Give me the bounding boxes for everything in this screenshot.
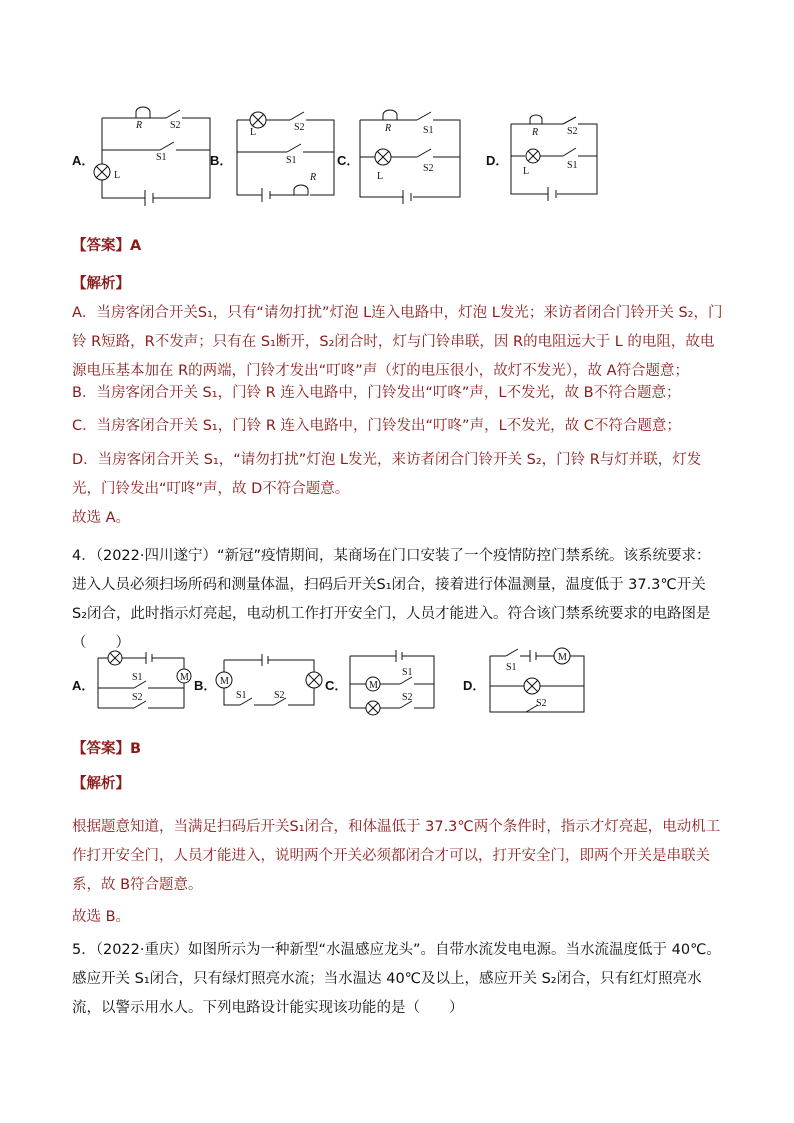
- svg-text:R: R: [385, 123, 392, 134]
- svg-text:S2: S2: [402, 692, 413, 703]
- q3-analysis-tag: 【解析】: [72, 276, 130, 292]
- svg-text:M: M: [558, 652, 567, 663]
- q3-conclusion: 故选 A。: [72, 510, 131, 526]
- q3-option-c-label: C．: [337, 153, 360, 168]
- svg-text:S2: S2: [132, 692, 143, 703]
- svg-text:L: L: [114, 170, 121, 181]
- svg-text:R: R: [532, 127, 539, 138]
- svg-text:S2: S2: [294, 122, 305, 133]
- q3-option-b-label: B．: [210, 153, 233, 168]
- q4-stem: 4．（2022·四川遂宁）“新冠”疫情期间，某商场在门口安装了一个疫情防控门禁系统。该系统要求：进入人员必须扫场所码和测量体温，扫码后开关S₁闭合，接着进行体温测量，温度低于 37.3℃开关 S₂闭合，此时指示灯亮起，电动机工作打开安全门，人员才能进入。符合该门禁系统要求的电路图是（ ）: [72, 548, 711, 651]
- q3-circuit-b: [232, 105, 342, 203]
- q3-option-a-label: A．: [72, 153, 95, 168]
- svg-text:S2: S2: [567, 126, 578, 137]
- svg-text:S1: S1: [156, 152, 167, 163]
- q4-analysis: 根据题意知道，当满足扫码后开关S₁闭合，和体温低于 37.3℃两个条件时，指示才灯亮起，电动机工作打开安全门，人员才能进入，说明两个开关必须都闭合才可以，打开安全门，即两个开关是串联关系，故 B符合题意。: [72, 819, 721, 893]
- svg-text:S2: S2: [536, 698, 547, 709]
- svg-text:L: L: [523, 166, 530, 177]
- svg-text:S1: S1: [132, 672, 143, 683]
- q3-circuit-d: [505, 112, 605, 202]
- q4-conclusion: 故选 B。: [72, 909, 131, 925]
- q3-option-d-label: D．: [486, 153, 509, 168]
- svg-text:R: R: [136, 120, 143, 131]
- svg-text:S2: S2: [170, 120, 181, 131]
- q4-circuit-d: [486, 646, 588, 716]
- q4-circuit-a: [92, 648, 198, 714]
- q3-analysis-c: C．当房客闭合开关 S₁，门铃 R 连入电路中，门铃发出“叮咚”声，L不发光，故 C不符合题意；: [72, 418, 681, 434]
- q3-analysis-d: D．当房客闭合开关 S₁，“请勿打扰”灯泡 L发光，来访者闭合门铃开关 S₂，门铃 R与灯并联，灯发光，门铃发出“叮咚”声，故 D不符合题意。: [72, 452, 702, 497]
- q3-answer-tag: 【答案】A: [72, 238, 142, 254]
- svg-text:S1: S1: [423, 125, 434, 136]
- q4-analysis-tag: 【解析】: [72, 776, 130, 792]
- svg-text:M: M: [220, 676, 229, 687]
- q3-analysis-a: A．当房客闭合开关S₁，只有“请勿打扰”灯泡 L连入电路中，灯泡 L发光；来访者闭合门铃开关 S₂，门铃 R短路，R不发声；只有在 S₁断开，S₂闭合时，灯与门铃串联，因 R的电阻远大于 L 的电阻，故电源电压基本加在 R的两端，门铃才发出“叮咚”声（灯的电压很小，故灯不发光），故 A符合题意；: [72, 305, 723, 379]
- q5-stem: 5．（2022·重庆）如图所示为一种新型“水温感应龙头”。自带水流发电电源。当水流温度低于 40℃。感应开关 S₁闭合，只有绿灯照亮水流；当水温达 40℃及以上，感应开关 S₂闭合，只有红灯照亮水流，以警示用水人。下列电路设计能实现该功能的是（ ）: [72, 942, 721, 1016]
- q3-analysis-b: B．当房客闭合开关 S₁，门铃 R 连入电路中，门铃发出“叮咚”声，L不发光，故 B不符合题意；: [72, 385, 681, 401]
- q4-option-a-label: A．: [72, 678, 95, 693]
- q4-circuit-b: [210, 650, 330, 712]
- svg-text:L: L: [250, 127, 257, 138]
- q4-option-b-label: B．: [194, 678, 217, 693]
- svg-text:L: L: [377, 171, 384, 182]
- svg-text:S1: S1: [402, 667, 413, 678]
- q3-circuit-a: [90, 98, 215, 206]
- svg-text:S1: S1: [506, 662, 517, 673]
- svg-text:R: R: [310, 172, 317, 183]
- svg-text:M: M: [180, 672, 189, 683]
- q4-option-d-label: D．: [463, 678, 486, 693]
- svg-text:M: M: [369, 680, 378, 691]
- svg-text:S1: S1: [286, 155, 297, 166]
- q4-option-c-label: C．: [325, 678, 348, 693]
- q4-answer-tag: 【答案】B: [72, 741, 142, 757]
- svg-text:S1: S1: [236, 690, 247, 701]
- svg-text:S2: S2: [423, 163, 434, 174]
- q4-circuit-c: [346, 648, 438, 716]
- svg-text:S2: S2: [274, 690, 285, 701]
- svg-text:S1: S1: [567, 160, 578, 171]
- q3-circuit-c: [355, 105, 467, 205]
